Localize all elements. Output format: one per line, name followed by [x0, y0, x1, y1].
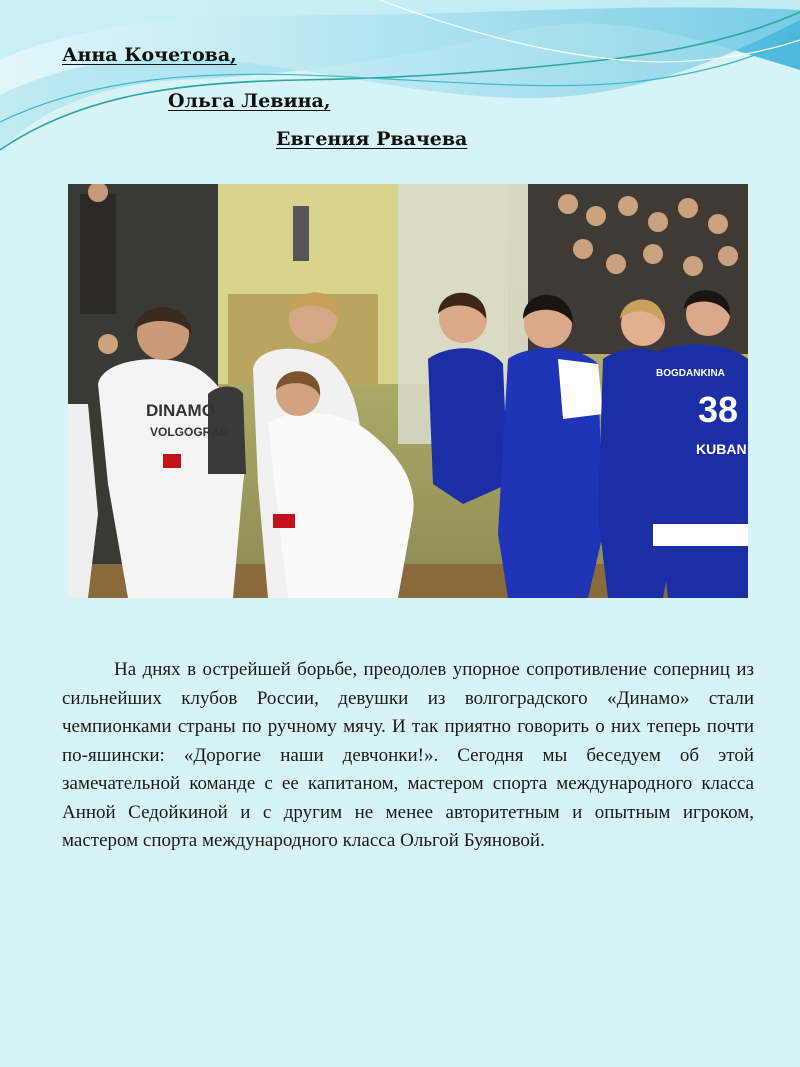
author-name-2: Ольга Левина, — [168, 90, 331, 112]
jersey-blue-sub: KUBAN — [696, 441, 747, 457]
jersey-white-sub: VOLGOGRAD — [150, 425, 229, 439]
jersey-white-text: DINAMO — [146, 401, 215, 420]
team-photo-illustration — [68, 184, 748, 598]
spectator-standing — [80, 194, 116, 314]
wall-sign — [293, 206, 309, 261]
jersey-blue-number: 38 — [698, 389, 739, 430]
jersey-blue-text: BOGDANKINA — [656, 368, 725, 379]
team-photo — [68, 184, 748, 598]
author-name-1: Анна Кочетова, — [62, 44, 237, 66]
author-name-3: Евгения Рвачева — [276, 128, 468, 150]
article-paragraph: На днях в острейшей борьбе, преодолев упорное сопротивление соперниц из сильнейших клубов России, девушки из волгоградского «Динамо» стали чемпионками страны по ручному мячу. И так приятно говорить о них теперь почти по-яшински: «Дорогие наши девчонки!». Сегодня мы беседуем об этой замечательной команде с ее капитаном, мастером спорта международного класса Анной Седойкиной и с другим не менее авторитетным и опытным игроком, мастером спорта международного класса Ольгой Буяновой. — [62, 659, 754, 851]
wave-decoration — [0, 0, 800, 200]
